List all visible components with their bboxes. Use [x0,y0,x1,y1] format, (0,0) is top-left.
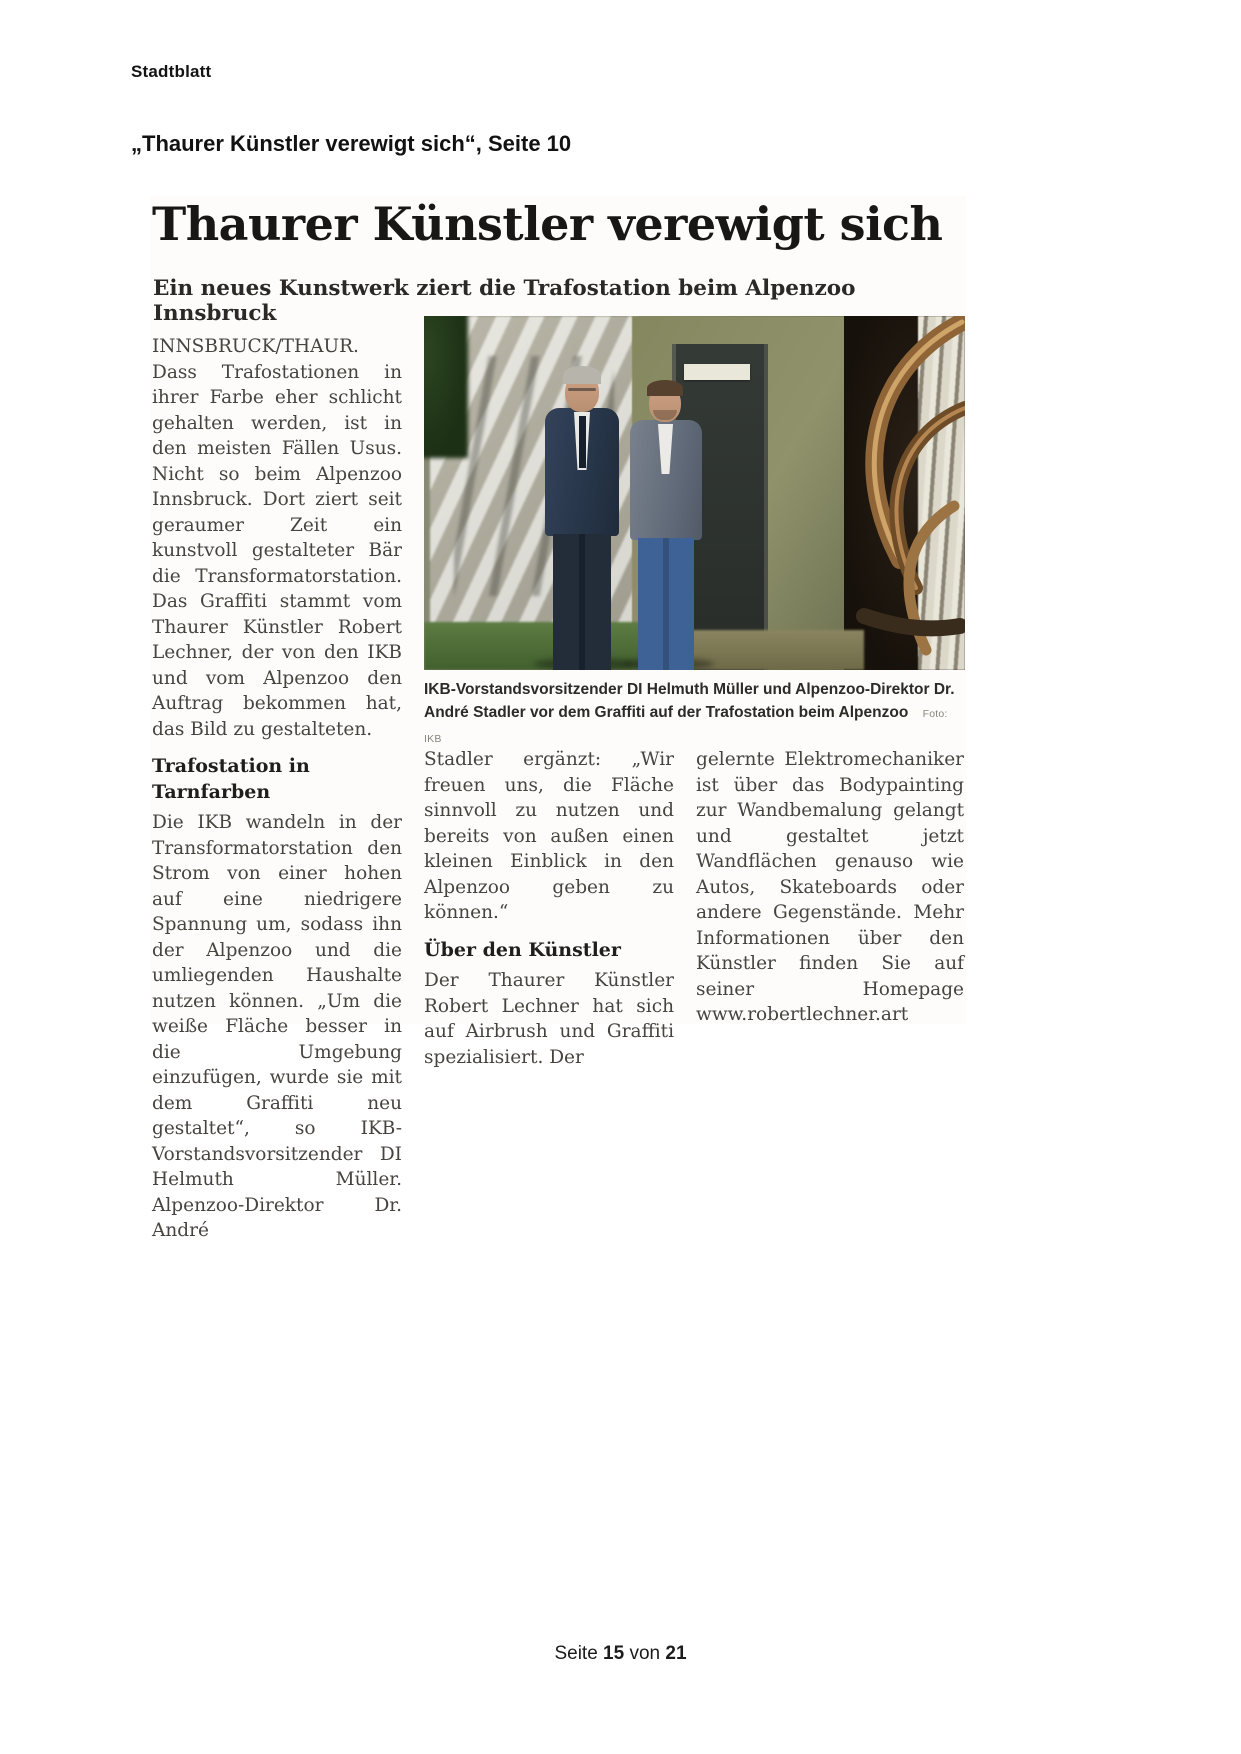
article-reference-heading: „Thaurer Künstler verewigt sich“, Seite 10 [131,131,572,156]
photo-caption-text: IKB-Vorstandsvorsitzender DI Helmuth Müller und Alpenzoo-Direktor Dr. André Stadler vor dem Graffiti auf der Trafostation beim Alpenzoo [424,681,955,721]
brown-hair [647,380,683,396]
article-column-middle [424,747,674,1070]
suit-trousers [553,534,611,670]
article-subheadline: Ein neues Kunstwerk ziert die Trafostation beim Alpenzoo Innsbruck [153,276,856,326]
newspaper-clipping [150,196,966,1241]
article-column-right [696,747,964,1028]
bear-claw-graffiti [784,316,965,670]
necktie [579,416,586,468]
section-heading-kuenstler: Über den Künstler [424,938,621,961]
foliage-top-left [424,316,468,458]
article-column-left [152,334,402,1244]
footer-current-page: 15 [603,1643,625,1664]
document-brand: Stadtblatt [131,62,212,81]
gray-hair [563,366,601,384]
footer-separator: von [629,1643,661,1664]
article-headline: Thaurer Künstler verewigt sich [152,197,943,251]
article-paragraph: Der Thaurer Künstler Robert Lechner hat sich auf Airbrush und Graffiti spezialisiert. Der [424,970,674,1068]
footer-prefix: Seite [554,1643,598,1664]
footer-total-pages: 21 [665,1643,687,1664]
section-heading-trafostation: Trafostation in Tarnfarben [152,755,310,803]
article-paragraph: INNSBRUCK/THAUR. Dass Trafostationen in ihrer Farbe eher schlicht gehalten werden, ist in den meisten Fällen Usus. Nicht so beim Alpenzoo Innsbruck. Dort ziert seit geraumer Zeit ein kunstvoll gestalteter Bär die Transformatorstation. Das Graffiti stammt vom Thaurer Künstler Robert Lechner, der von den IKB und vom Alpenzoo den Auftrag bekommen hat, das Bild zu gestalteten. [152,336,402,740]
article-paragraph: Stadler ergänzt: „Wir freuen uns, die Fläche sinnvoll zu nutzen und bereits von außen einen kleinen Einblick in den Alpenzoo geben zu können.“ [424,749,674,923]
photo-person-left-helmuth-mueller [536,366,628,670]
door-sign [684,364,750,380]
jeans [638,538,694,670]
photo-credit: Foto: IKB [424,708,948,745]
photo-person-right-andre-stadler [622,380,710,670]
article-paragraph: gelernte Elektromechaniker ist über das Bodypainting zur Wandbemalung gelangt und gestaltet jetzt Wandflächen genauso wie Autos, Skateboards oder andere Gegenstände. Mehr Informationen über den Künstler finden Sie auf seiner Homepage www.robertlechner.art [696,749,964,1025]
page-number-footer [0,1643,1241,1665]
article-photo [424,316,965,670]
glasses [568,388,596,391]
photo-caption [424,678,965,751]
article-paragraph: Die IKB wandeln in der Transformatorstation den Strom von einer hohen auf eine niedrigere Spannung um, sodass ihn der Alpenzoo und die umliegenden Haushalte nutzen können. „Um die weiße Fläche besser in die Umgebung einzufügen, wurde sie mit dem Graffiti neu gestaltet“, so IKB-Vorstandsvorsitzender DI Helmuth Müller. Alpenzoo-Direktor Dr. André [152,812,402,1241]
